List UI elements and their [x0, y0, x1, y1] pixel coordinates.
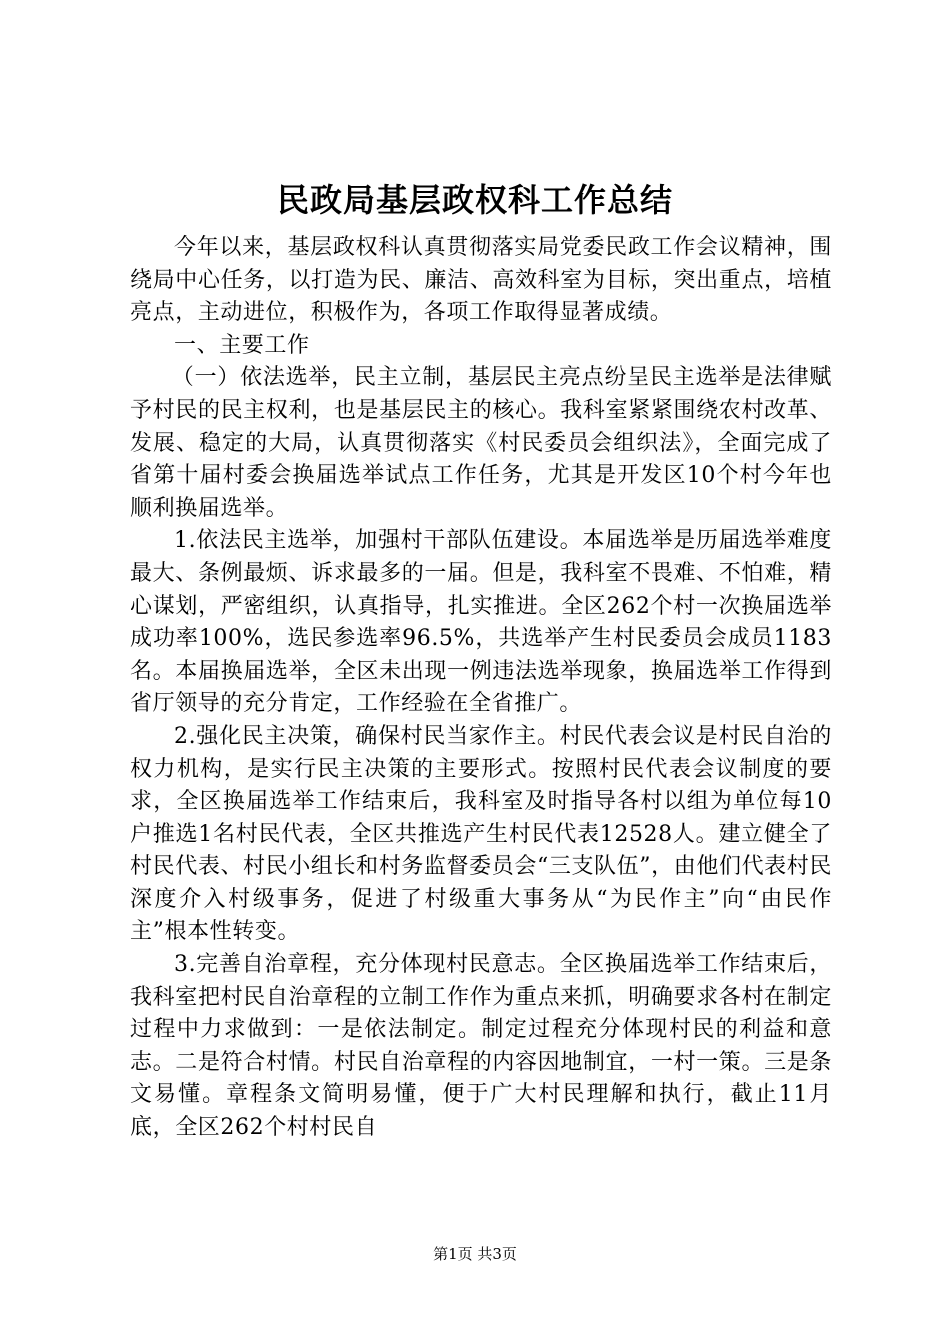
item-2-paragraph: 2.强化民主决策，确保村民当家作主。村民代表会议是村民自治的权力机构，是实行民主决策的主要形式。按照村民代表会议制度的要求，全区换届选举工作结束后，我科室及时指导各村以组为单位每10户推选1名村民代表，全区共推选产生村民代表12528人。建立健全了村民代表、村民小组长和村务监督委员会“三支队伍”，由他们代表村民深度介入村级事务，促进了村级重大事务从“为民作主”向“由民作主”根本性转变。 — [130, 723, 832, 945]
page-footer: 第1页 共3页 — [433, 1245, 517, 1263]
document-body — [130, 232, 832, 1145]
document-title: 民政局基层政权科工作总结 — [276, 181, 673, 219]
item-1-paragraph: 1.依法民主选举，加强村干部队伍建设。本届选举是历届选举难度最大、条例最烦、诉求最多的一届。但是，我科室不畏难、不怕难，精心谋划，严密组织，认真指导，扎实推进。全区262个村一次换届选举成功率100%，选民参选率96.5%，共选举产生村民委员会成员1183名。本届换届选举，全区未出现一例违法选举现象，换届选举工作得到省厅领导的充分肯定，工作经验在全省推广。 — [130, 528, 832, 717]
subsection-election-paragraph: （一）依法选举，民主立制，基层民主亮点纷呈民主选举是法律赋予村民的民主权利，也是基层民主的核心。我科室紧紧围绕农村改革、发展、稳定的大局，认真贯彻落实《村民委员会组织法》，全面完成了省第十届村委会换届选举试点工作任务，尤其是开发区10个村今年也顺利换届选举。 — [130, 365, 832, 521]
item-3-paragraph: 3.完善自治章程，充分体现村民意志。全区换届选举工作结束后，我科室把村民自治章程的立制工作作为重点来抓，明确要求各村在制定过程中力求做到：一是依法制定。制定过程充分体现村民的利益和意志。二是符合村情。村民自治章程的内容因地制宜，一村一策。三是条文易懂。章程条文简明易懂，便于广大村民理解和执行，截止11月底，全区262个村村民自 — [130, 952, 832, 1141]
section-heading-main-work: 一、主要工作 — [174, 332, 310, 358]
intro-paragraph: 今年以来，基层政权科认真贯彻落实局党委民政工作会议精神，围绕局中心任务，以打造为民、廉洁、高效科室为目标，突出重点，培植亮点，主动进位，积极作为，各项工作取得显著成绩。 — [130, 235, 832, 326]
